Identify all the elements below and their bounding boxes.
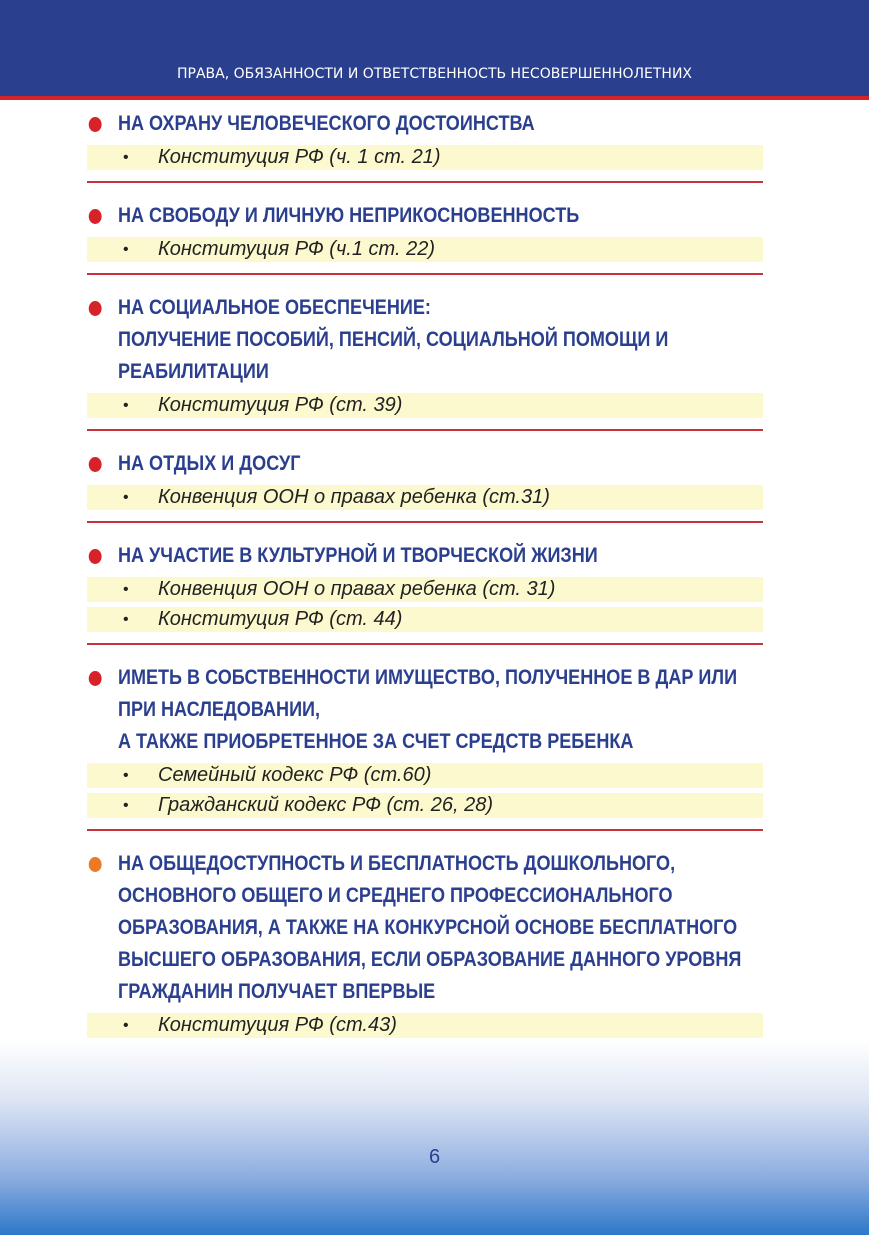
right-section [87, 108, 763, 183]
right-heading [87, 200, 792, 232]
right-heading-line: ВЫСШЕГО ОБРАЗОВАНИЯ, ЕСЛИ ОБРАЗОВАНИЕ ДАННОГО УРОВНЯ [117, 948, 742, 971]
right-heading-line: ИМЕТЬ В СОБСТВЕННОСТИ ИМУЩЕСТВО, ПОЛУЧЕННОЕ В ДАР ИЛИ [117, 666, 738, 689]
bullet-dot-icon [89, 301, 102, 316]
small-bullet-icon: • [123, 397, 129, 414]
right-heading-line: А ТАКЖЕ ПРИОБРЕТЕННОЕ ЗА СЧЕТ СРЕДСТВ РЕБЕНКА [117, 730, 634, 753]
bullet-dot-icon [89, 117, 102, 132]
bullet-dot-icon [89, 857, 102, 872]
legal-reference-text: Семейный кодекс РФ (ст.60) [158, 764, 432, 786]
right-heading-line: НА СВОБОДУ И ЛИЧНУЮ НЕПРИКОСНОВЕННОСТЬ [117, 204, 580, 227]
right-heading-line: НА ОБЩЕДОСТУПНОСТЬ И БЕСПЛАТНОСТЬ ДОШКОЛЬНОГО, [117, 852, 676, 875]
right-section [87, 292, 763, 431]
bottom-gradient [0, 1040, 869, 1235]
small-bullet-icon: • [123, 489, 129, 506]
legal-reference-text: Конституция РФ (ч. 1 ст. 21) [158, 146, 441, 168]
legal-reference-text: Конституция РФ (ст. 44) [158, 608, 403, 630]
legal-reference [87, 577, 763, 602]
right-section [87, 200, 763, 275]
right-heading [87, 292, 792, 388]
right-heading-line: ОСНОВНОГО ОБЩЕГО И СРЕДНЕГО ПРОФЕССИОНАЛЬНОГО [117, 884, 673, 907]
legal-reference [87, 1013, 763, 1038]
small-bullet-icon: • [123, 1017, 129, 1034]
small-bullet-icon: • [123, 797, 129, 814]
right-section [87, 662, 763, 831]
right-heading [87, 540, 792, 572]
right-section [87, 540, 763, 645]
legal-reference [87, 237, 763, 262]
legal-reference-text: Гражданский кодекс РФ (ст. 26, 28) [158, 794, 493, 816]
header-title: ПРАВА, ОБЯЗАННОСТИ И ОТВЕТСТВЕННОСТЬ НЕСОВЕРШЕННОЛЕТНИХ [176, 66, 693, 82]
right-section [87, 848, 763, 1049]
legal-reference [87, 145, 763, 170]
right-heading [87, 848, 792, 1008]
right-heading-line: ПРИ НАСЛЕДОВАНИИ, [117, 698, 321, 721]
right-heading-line: РЕАБИЛИТАЦИИ [117, 360, 269, 383]
legal-reference [87, 793, 763, 818]
legal-reference-text: Конституция РФ (ст.43) [158, 1014, 397, 1036]
legal-reference-text: Конституция РФ (ст. 39) [158, 394, 403, 416]
right-heading [87, 108, 792, 140]
small-bullet-icon: • [123, 241, 129, 258]
right-section [87, 448, 763, 523]
small-bullet-icon: • [123, 767, 129, 784]
rights-list [87, 108, 763, 1066]
right-heading-line: ПОЛУЧЕНИЕ ПОСОБИЙ, ПЕНСИЙ, СОЦИАЛЬНОЙ ПОМОЩИ И [117, 328, 669, 351]
right-heading-line: НА ОХРАНУ ЧЕЛОВЕЧЕСКОГО ДОСТОИНСТВА [117, 112, 535, 135]
page-header [0, 0, 869, 100]
right-heading-line: НА ОТДЫХ И ДОСУГ [117, 452, 301, 475]
legal-reference [87, 763, 763, 788]
right-heading-line: ГРАЖДАНИН ПОЛУЧАЕТ ВПЕРВЫЕ [117, 980, 436, 1003]
page-number: 6 [428, 1146, 441, 1168]
bullet-dot-icon [89, 549, 102, 564]
small-bullet-icon: • [123, 581, 129, 598]
right-heading-line: НА УЧАСТИЕ В КУЛЬТУРНОЙ И ТВОРЧЕСКОЙ ЖИЗНИ [117, 544, 598, 567]
bullet-dot-icon [89, 671, 102, 686]
legal-reference [87, 485, 763, 510]
legal-reference-text: Конвенция ООН о правах ребенка (ст. 31) [158, 578, 556, 600]
small-bullet-icon: • [123, 149, 129, 166]
right-heading-line: НА СОЦИАЛЬНОЕ ОБЕСПЕЧЕНИЕ: [117, 296, 431, 319]
bullet-dot-icon [89, 457, 102, 472]
legal-reference [87, 393, 763, 418]
legal-reference-text: Конвенция ООН о правах ребенка (ст.31) [158, 486, 550, 508]
right-heading [87, 448, 792, 480]
small-bullet-icon: • [123, 611, 129, 628]
legal-reference-text: Конституция РФ (ч.1 ст. 22) [158, 238, 435, 260]
bullet-dot-icon [89, 209, 102, 224]
right-heading-line: ОБРАЗОВАНИЯ, А ТАКЖЕ НА КОНКУРСНОЙ ОСНОВЕ БЕСПЛАТНОГО [117, 916, 738, 939]
legal-reference [87, 607, 763, 632]
right-heading [87, 662, 792, 758]
